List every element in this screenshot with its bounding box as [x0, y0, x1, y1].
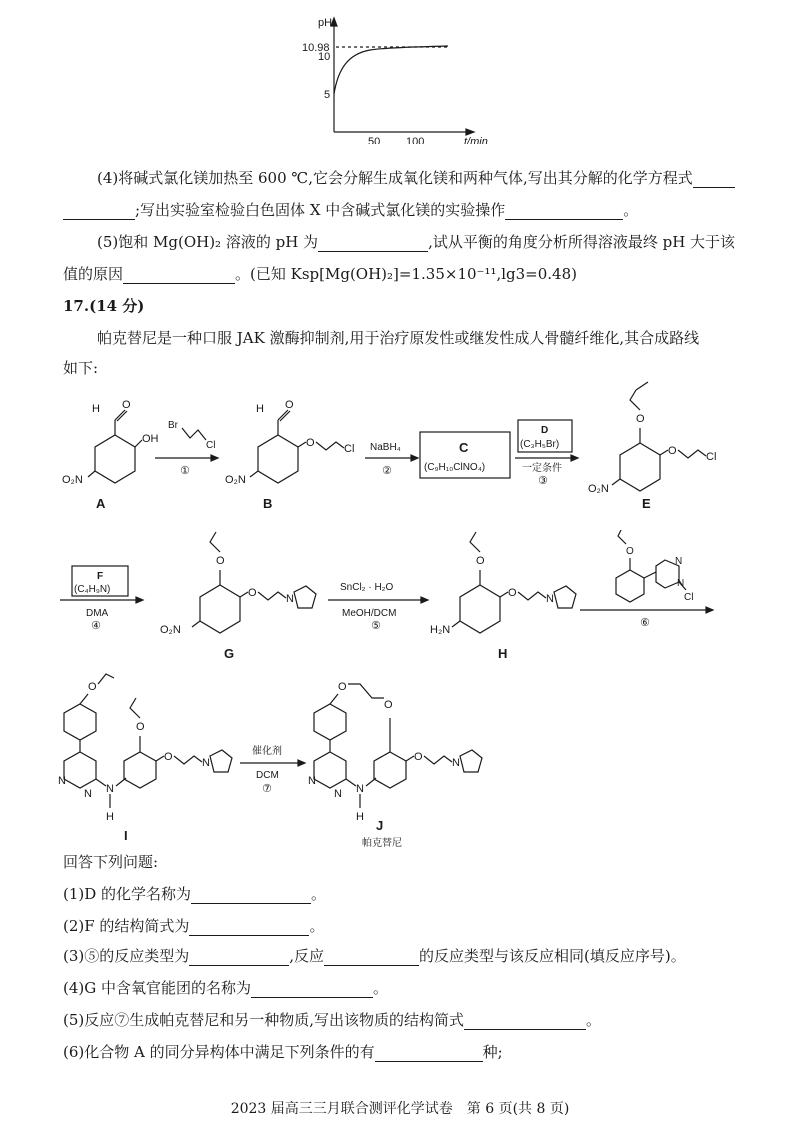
- svg-text:N: N: [675, 556, 683, 567]
- step-1-label: ①: [180, 465, 190, 477]
- y-tick-5: 5: [324, 89, 331, 101]
- svg-text:N: N: [452, 757, 460, 769]
- svg-text:N: N: [546, 593, 554, 605]
- q2-blank[interactable]: [189, 919, 309, 936]
- q4-line2: [63, 200, 638, 220]
- reagent-sncl2: SnCl₂ · H₂O: [340, 582, 394, 593]
- y-axis-label: pH: [318, 17, 333, 29]
- q4g-end: 。: [373, 979, 389, 997]
- formula-f: (C₄H₉N): [74, 584, 111, 595]
- svg-text:O₂N: O₂N: [225, 474, 246, 486]
- answer-prompt: 回答下列问题:: [63, 853, 159, 871]
- svg-text:O: O: [668, 445, 677, 457]
- label-f: F: [97, 571, 104, 582]
- svg-text:N: N: [308, 775, 316, 787]
- reagent-meoh: MeOH/DCM: [342, 608, 397, 619]
- q17-intro-line2: 如下:: [63, 359, 99, 377]
- q17-intro-line1: 帕克替尼是一种口服 JAK 激酶抑制剂,用于治疗原发性或继发性成人骨髓纤维化,其合成路线: [97, 329, 700, 347]
- question-6: [63, 1042, 503, 1062]
- page-footer: 2023 届高三三月联合测评化学试卷 第 6 页(共 8 页): [230, 1101, 570, 1117]
- svg-text:O: O: [508, 587, 517, 599]
- svg-text:O: O: [285, 399, 294, 411]
- q5-line1-a: (5)饱和 Mg(OH)₂ 溶液的 pH 为: [97, 233, 319, 251]
- svg-text:Cl: Cl: [344, 443, 355, 455]
- ph-time-graph: [300, 14, 500, 144]
- q4-end: 。: [623, 201, 639, 219]
- svg-text:N: N: [286, 593, 294, 605]
- ph-curve: [334, 46, 448, 94]
- q5-line1: [97, 232, 735, 252]
- reagent-dma: DMA: [86, 608, 109, 619]
- compound-b: [225, 399, 354, 510]
- q3-text: (3)⑤的反应类型为: [63, 947, 190, 965]
- svg-text:H₂N: H₂N: [430, 624, 451, 636]
- y-tick-1098: 10.98: [302, 42, 330, 54]
- q6-end: 种;: [482, 1043, 503, 1061]
- step-7-label: ⑦: [262, 783, 272, 795]
- q5-blank-1[interactable]: [318, 235, 428, 252]
- step-5-label: ⑤: [371, 620, 381, 632]
- q2-end: 。: [309, 917, 325, 935]
- svg-text:N: N: [356, 783, 364, 795]
- svg-text:O: O: [636, 413, 645, 425]
- svg-text:N: N: [106, 783, 114, 795]
- svg-text:N: N: [202, 757, 210, 769]
- q4-line1: [97, 168, 735, 188]
- q17-header: 17.(14 分): [63, 297, 145, 315]
- svg-text:N: N: [84, 788, 92, 800]
- compound-a: [62, 399, 159, 510]
- q3-blank-2[interactable]: [324, 949, 419, 966]
- x-tick-100: 100: [406, 136, 425, 144]
- q2-text: (2)F 的结构简式为: [63, 917, 190, 935]
- compound-h: [430, 532, 576, 660]
- svg-text:H: H: [356, 811, 364, 823]
- svg-text:O: O: [626, 546, 634, 557]
- svg-text:O: O: [476, 555, 485, 567]
- svg-text:O₂N: O₂N: [160, 624, 181, 636]
- q5s-text: (5)反应⑦生成帕克替尼和另一种物质,写出该物质的结构简式: [63, 1011, 465, 1029]
- question-4: [63, 978, 388, 998]
- q4-blank-1[interactable]: [693, 171, 735, 188]
- label-h: H: [498, 646, 508, 660]
- svg-text:H: H: [256, 403, 264, 415]
- compound-i: [58, 674, 232, 843]
- q4-line2-text: ;写出实验室检验白色固体 X 中含碱式氯化镁的实验操作: [135, 201, 506, 219]
- q1-text: (1)D 的化学名称为: [63, 885, 192, 903]
- q1-end: 。: [311, 885, 327, 903]
- svg-text:O: O: [164, 751, 173, 763]
- q6-blank[interactable]: [375, 1045, 483, 1062]
- x-axis-label: t/min: [464, 136, 488, 144]
- y-tick-10: 10: [318, 51, 331, 63]
- cond-3: 一定条件: [522, 463, 562, 474]
- svg-text:Cl: Cl: [206, 440, 216, 451]
- compound-e: [588, 382, 716, 510]
- label-g: G: [224, 646, 235, 660]
- compound-j: [308, 681, 482, 848]
- q4g-text: (4)G 中含氧官能团的名称为: [63, 979, 251, 997]
- step-2-label: ②: [382, 465, 392, 477]
- q3-blank-1[interactable]: [189, 949, 289, 966]
- label-d: D: [541, 425, 549, 436]
- q6-text: (6)化合物 A 的同分异构体中满足下列条件的有: [63, 1043, 375, 1061]
- svg-text:Cl: Cl: [706, 451, 717, 463]
- svg-text:O: O: [88, 681, 97, 693]
- reagent-1: Br: [168, 420, 178, 431]
- label-b: B: [263, 496, 273, 510]
- svg-text:N: N: [58, 775, 66, 787]
- svg-text:N: N: [677, 578, 685, 589]
- q4-line1-text: (4)将碱式氯化镁加热至 600 ℃,它会分解生成氧化镁和两种气体,写出其分解的化学方程式: [97, 169, 693, 187]
- label-j-name: 帕克替尼: [362, 838, 402, 848]
- formula-d: (C₃H₅Br): [520, 439, 560, 450]
- reagent-6-structure: [616, 530, 693, 603]
- q5-blank-2[interactable]: [123, 267, 235, 284]
- label-c: C: [459, 440, 469, 455]
- question-1: [63, 884, 326, 904]
- formula-c: (C₉H₁₀ClNO₄): [424, 462, 486, 473]
- question-5: [63, 1010, 601, 1030]
- svg-text:OH: OH: [142, 433, 159, 445]
- reagent-nabh4: NaBH₄: [370, 442, 401, 453]
- svg-text:O₂N: O₂N: [62, 474, 83, 486]
- label-i: I: [124, 828, 128, 843]
- svg-text:O: O: [136, 721, 145, 733]
- svg-text:O: O: [338, 681, 347, 693]
- question-3: [63, 946, 686, 966]
- svg-text:O: O: [122, 399, 131, 411]
- step-3-label: ③: [538, 475, 548, 487]
- question-2: [63, 916, 324, 936]
- q4-blank-3[interactable]: [505, 203, 623, 220]
- svg-text:N: N: [334, 788, 342, 800]
- scheme-row-3: [40, 668, 500, 848]
- x-tick-50: 50: [368, 136, 381, 144]
- svg-text:O₂N: O₂N: [588, 483, 609, 495]
- q5-line1-b: ,试从平衡的角度分析所得溶液最终 pH 大于该: [428, 233, 736, 251]
- label-a: A: [96, 496, 106, 510]
- svg-text:O: O: [414, 751, 423, 763]
- svg-text:O: O: [384, 699, 393, 711]
- svg-text:O: O: [306, 437, 315, 449]
- scheme-row-2: [60, 530, 760, 660]
- reagent-dcm: DCM: [256, 770, 279, 781]
- q3-text-2: ,反应: [289, 947, 325, 965]
- svg-text:O: O: [216, 555, 225, 567]
- q4-blank-2[interactable]: [63, 203, 135, 220]
- svg-text:Cl: Cl: [684, 592, 694, 603]
- step-6-label: ⑥: [640, 617, 650, 629]
- scheme-row-1: [60, 380, 760, 510]
- svg-text:H: H: [106, 811, 114, 823]
- q5s-end: 。: [586, 1011, 602, 1029]
- reagent-catalyst: 催化剂: [252, 746, 282, 757]
- x-axis-arrow: [466, 129, 474, 135]
- svg-text:O: O: [248, 587, 257, 599]
- step-4-label: ④: [91, 620, 101, 632]
- q4g-blank[interactable]: [251, 981, 373, 998]
- q5-line2: [63, 264, 577, 284]
- q5-line2-b: 。(已知 Ksp[Mg(OH)₂]=1.35×10⁻¹¹,lg3=0.48): [235, 265, 577, 283]
- svg-text:H: H: [92, 403, 100, 415]
- label-j: J: [376, 818, 384, 833]
- compound-g: [160, 532, 316, 660]
- q1-blank[interactable]: [191, 887, 311, 904]
- label-e: E: [642, 496, 651, 510]
- q3-text-3: 的反应类型与该反应相同(填反应序号)。: [419, 947, 686, 965]
- q5s-blank[interactable]: [464, 1013, 586, 1030]
- q5-line2-a: 值的原因: [63, 265, 124, 283]
